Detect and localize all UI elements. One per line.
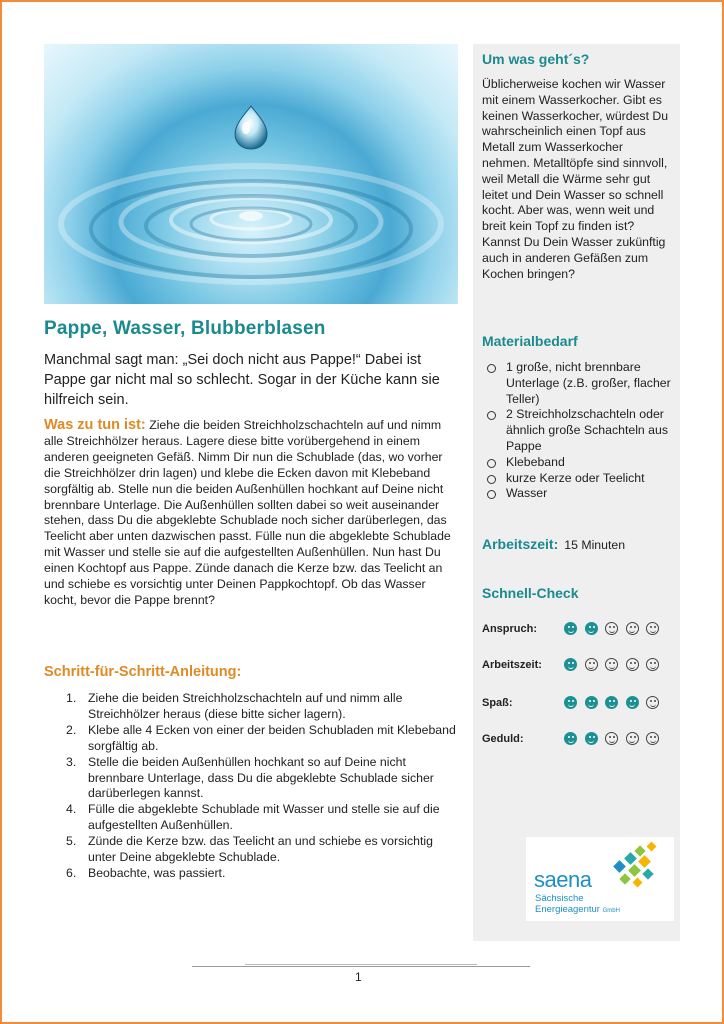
check-label: Spaß: [482,697,513,709]
intro-text: Manchmal sagt man: „Sei doch nicht aus Pappe!“ Dabei ist Pappe gar nicht mal so schlecht. Sogar in der Küche kann sie hilfreich sein. [44,352,440,408]
todo-text: Ziehe die beiden Streichholzschachteln auf und nimm alle Streichhölzer heraus. Lagere diese bitte vorübergehend in einem anderen geeigneten Gefäß. Nimm Dir nun die Schublade (das, wo vorher die Streichhölzer drin lagen) und klebe die Ecken davon mit Klebeband sorgfältig ab. Stelle nun die beiden Außenhüllen hochkant auf Deine nicht brennbare Unterlage. Die Außenhüllen sollten dabei so weit auseinander stehen, dass Du die abgeklebte Schublade noch sicher darüberlegen, das Teelicht aber unten dazwischen passt. Fülle nun die abgeklebte Schublade mit Wasser und stelle sie auf die aufgestellten Außenhüllen. Nun hast Du einen Kochtopf aus Pappe. Zünde danach die Kerze bzw. das Teelicht an und schiebe es vorsichtig unter Deinen Pappkochtopf. Ob das Wasser kocht, bevor die Pappe brennt? [44,418,451,607]
check-row [482,730,677,750]
materials-list [482,360,674,502]
check-row [482,620,677,640]
todo-heading: Was zu tun ist: [44,417,146,433]
step-item [44,723,458,755]
worktime-label: Arbeitszeit: [482,536,559,552]
smiley-empty-icon [605,658,618,671]
smiley-rating [564,694,667,712]
smiley-empty-icon [626,622,639,635]
smiley-filled-icon [585,622,598,635]
materials-heading: Materialbedarf [482,333,578,349]
step-number: 6. [66,865,77,880]
step-number: 5. [66,834,77,849]
smiley-empty-icon [605,732,618,745]
step-text: Zünde die Kerze bzw. das Teelicht an und schiebe es vorsichtig unter Deine abgeklebte Schublade. [88,834,433,865]
step-number: 4. [66,802,77,817]
smiley-rating [564,620,667,638]
saena-logo [526,837,674,921]
smiley-filled-icon [626,696,639,709]
worktime-value: 15 Minuten [564,538,626,552]
smiley-empty-icon [646,696,659,709]
footer-divider [245,964,477,965]
step-number: 2. [66,722,77,737]
smiley-filled-icon [564,658,577,671]
material-item: Wasser [482,486,674,502]
circle-bullet-icon [487,411,496,420]
step-item [44,834,458,866]
material-item: Klebeband [482,455,674,471]
smiley-empty-icon [585,658,598,671]
step-item [44,691,458,723]
smiley-filled-icon [564,622,577,635]
smiley-empty-icon [646,658,659,671]
step-item [44,866,458,882]
check-row [482,656,677,676]
smiley-filled-icon [585,732,598,745]
page-title: Pappe, Wasser, Blubberblasen [44,318,326,339]
quickcheck-heading: Schnell-Check [482,585,579,601]
smiley-empty-icon [646,732,659,745]
material-item: kurze Kerze oder Teelicht [482,471,674,487]
circle-bullet-icon [487,459,496,468]
logo-subtitle: Sächsische Energieagentur GmbH [535,893,620,915]
smiley-filled-icon [564,696,577,709]
smiley-filled-icon [564,732,577,745]
about-heading: Um was geht´s? [482,51,590,67]
step-text: Fülle die abgeklebte Schublade mit Wasser und stelle sie auf die aufgestellten Außenhüllen. [88,802,440,833]
sidebar [473,44,680,941]
smiley-filled-icon [605,696,618,709]
logo-name: saena [534,867,592,892]
smiley-empty-icon [605,622,618,635]
check-label: Geduld: [482,733,524,745]
smiley-empty-icon [646,622,659,635]
check-label: Anspruch: [482,623,537,635]
worktime [482,536,625,552]
step-text: Klebe alle 4 Ecken von einer der beiden Schubladen mit Klebeband sorgfältig ab. [88,722,456,753]
step-item [44,802,458,834]
step-number: 3. [66,754,77,769]
about-text: Üblicherweise kochen wir Wasser mit einem Wasserkocher. Gibt es keinen Wasserkocher, würdest Du wahrscheinlich einen Topf aus Metall zum Wasserkocher nehmen. Metalltöpfe sind sinnvoll, weil Metall die Wärme sehr gut leitet und Dein Wasser so schnell kocht. Aber was, wenn weit und breit kein Topf zu finden ist? Kannst Du Dein Wasser zukünftig auch in anderen Gefäßen zum Kochen bringen? [482,77,669,281]
smiley-empty-icon [626,732,639,745]
step-text: Stelle die beiden Außenhüllen hochkant so auf Deine nicht brennbare Unterlage, dass Du die abgeklebte Schublade sicher darüberlegen kannst. [88,754,434,801]
footer-divider [192,966,530,967]
water-drop-image [44,44,458,304]
step-text: Beobachte, was passiert. [88,865,226,880]
step-text: Ziehe die beiden Streichholzschachteln auf und nimm alle Streichhölzer heraus (diese bitte sicher lagern). [88,691,403,721]
circle-bullet-icon [487,475,496,484]
smiley-empty-icon [626,658,639,671]
step-number: 1. [66,691,77,705]
page-number: 1 [355,970,362,984]
steps-heading: Schritt-für-Schritt-Anleitung: [44,664,242,680]
check-label: Arbeitszeit: [482,659,542,671]
steps-list [44,691,458,882]
circle-bullet-icon [487,364,496,373]
circle-bullet-icon [487,490,496,499]
smiley-rating [564,656,667,674]
smiley-rating [564,730,667,748]
todo-section [44,418,458,609]
step-item [44,755,458,803]
material-item: 2 Streichholzschachteln oder ähnlich große Schachteln aus Pappe [482,407,674,454]
smiley-filled-icon [585,696,598,709]
check-row [482,694,677,714]
material-item: 1 große, nicht brennbare Unterlage (z.B. großer, flacher Teller) [482,360,674,407]
